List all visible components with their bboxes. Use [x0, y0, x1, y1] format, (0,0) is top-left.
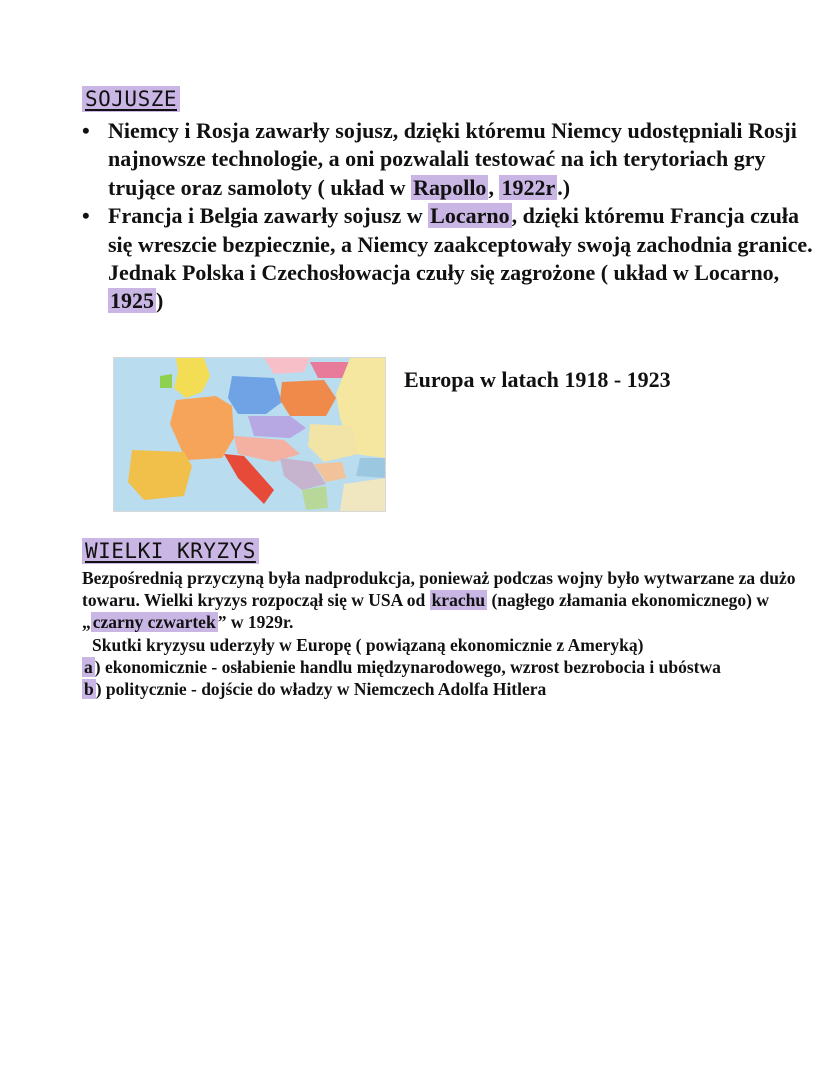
section-heading-sojusze: SOJUSZE	[82, 86, 180, 112]
paragraph: Bezpośrednią przyczyną była nadprodukcja, ponieważ podczas wojny było wytwarzane za dużo towaru. Wielki kryzys rozpoczął się w USA od krachu (nagłego złamania ekonomicznego) w „ czarny czwartek ” w 1929r.	[82, 568, 796, 633]
highlight: Rapollo	[413, 174, 487, 200]
section-heading-wielki-kryzys: WIELKI KRYZYS	[82, 538, 259, 564]
highlight: Locarno	[430, 203, 510, 229]
list-item: b ) politycznie - dojście do władzy w Niemczech Adolfa Hitlera	[84, 679, 547, 700]
highlight: a	[84, 656, 93, 677]
alliances-list	[82, 117, 822, 316]
highlight: 1922r	[501, 174, 556, 200]
bullet-icon: •	[82, 203, 90, 229]
highlight: krachu	[431, 590, 486, 611]
highlight: b	[84, 679, 94, 700]
europe-map-image	[113, 357, 386, 512]
list-item: • Francja i Belgia zawarły sojusz w Locarno, dzięki któremu Francja czuła się wreszcie bezpiecznie, a Niemcy zaakceptowały swoją zachodnia granice. Jednak Polska i Czechosłowacja czuły się zagrożone ( układ w Locarno, 1925)	[82, 203, 813, 314]
bullet-icon: •	[82, 118, 90, 143]
paragraph: Skutki kryzysu uderzyły w Europę ( powiązaną ekonomicznie z Ameryką)	[92, 634, 644, 655]
list-item: a ) ekonomicznie - osłabienie handlu międzynarodowego, wzrost bezrobocia i ubóstwa	[84, 656, 721, 677]
highlight: czarny czwartek	[92, 612, 216, 633]
crisis-text	[82, 567, 822, 700]
list-item: • Niemcy i Rosja zawarły sojusz, dzięki któremu Niemcy udostępniali Rosji najnowsze technologie, a oni pozwalali testować na ich terytoriach gry trujące oraz samoloty ( układ w Rapollo, 1922r.)	[82, 118, 797, 200]
highlight: 1925	[110, 288, 154, 314]
map-caption: Europa w latach 1918 - 1923	[404, 367, 671, 392]
